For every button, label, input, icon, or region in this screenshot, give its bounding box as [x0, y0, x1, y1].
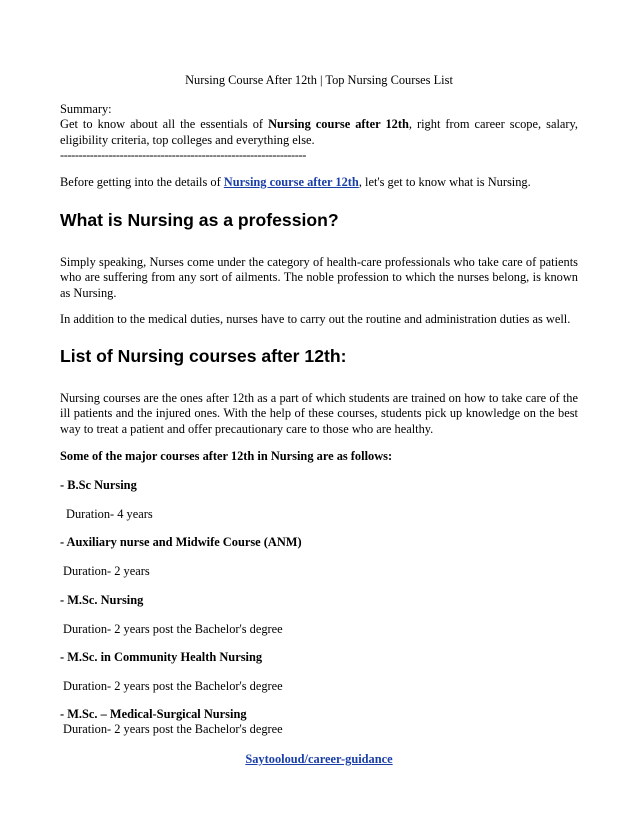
course-duration: Duration- 2 years post the Bachelor's degree	[63, 679, 283, 693]
document-title: Nursing Course After 12th | Top Nursing Courses List	[185, 73, 453, 87]
course-duration: Duration- 2 years post the Bachelor's degree	[63, 622, 283, 636]
course-duration: Duration- 2 years post the Bachelor's degree	[63, 722, 283, 736]
summary-label: Summary:	[60, 102, 112, 116]
courses-list-intro: Some of the major courses after 12th in Nursing are as follows:	[60, 449, 393, 463]
summary-line-2: eligibility criteria, top colleges and everything else.	[60, 132, 315, 147]
nursing-course-link[interactable]: Nursing course after 12th	[223, 175, 359, 189]
paragraph-courses-intro: Nursing courses are the ones after 12th as a part of which students are trained on how to take care of the ill patients and the injured ones. With the help of these courses, students pick up knowledge on the best way to treat a patient and offer precautionary care to those who are healthy.	[60, 391, 578, 436]
paragraph-nursing-duties: In addition to the medical duties, nurses have to carry out the routine and administration duties as well.	[60, 312, 571, 326]
heading-what-is-nursing: What is Nursing as a profession?	[60, 210, 339, 230]
course-name: - B.Sc Nursing	[60, 478, 137, 492]
footer	[60, 752, 578, 767]
summary-keyword: Nursing course after 12th	[268, 117, 409, 132]
summary-line-1-suffix: , right from career scope, salary,	[408, 117, 578, 132]
career-guidance-link[interactable]: Saytooloud/career-guidance	[245, 752, 393, 766]
summary-block	[60, 102, 578, 164]
paragraph-nursing-definition: Simply speaking, Nurses come under the category of health-care professionals who take care of patients who are suffering from any sort of ailments. The noble profession to which the nurses belong, is known as Nursing.	[60, 255, 578, 300]
course-name: - M.Sc. Nursing	[60, 593, 144, 607]
course-name: - M.Sc. – Medical-Surgical Nursing	[60, 707, 247, 721]
course-duration: Duration- 4 years	[66, 507, 153, 521]
course-name: - Auxiliary nurse and Midwife Course (ANM)	[60, 535, 302, 549]
summary-line-1	[60, 117, 578, 132]
heading-course-list: List of Nursing courses after 12th:	[60, 346, 347, 366]
intro-suffix: , let's get to know what is Nursing.	[358, 175, 531, 189]
intro-sentence	[60, 175, 531, 190]
summary-line-1-prefix: Get to know about all the essentials of	[60, 117, 269, 132]
course-duration: Duration- 2 years	[63, 564, 150, 578]
intro-prefix: Before getting into the details of	[60, 175, 224, 189]
summary-divider: ------------------------------------------------------------------	[60, 148, 306, 163]
course-name: - M.Sc. in Community Health Nursing	[60, 650, 263, 664]
